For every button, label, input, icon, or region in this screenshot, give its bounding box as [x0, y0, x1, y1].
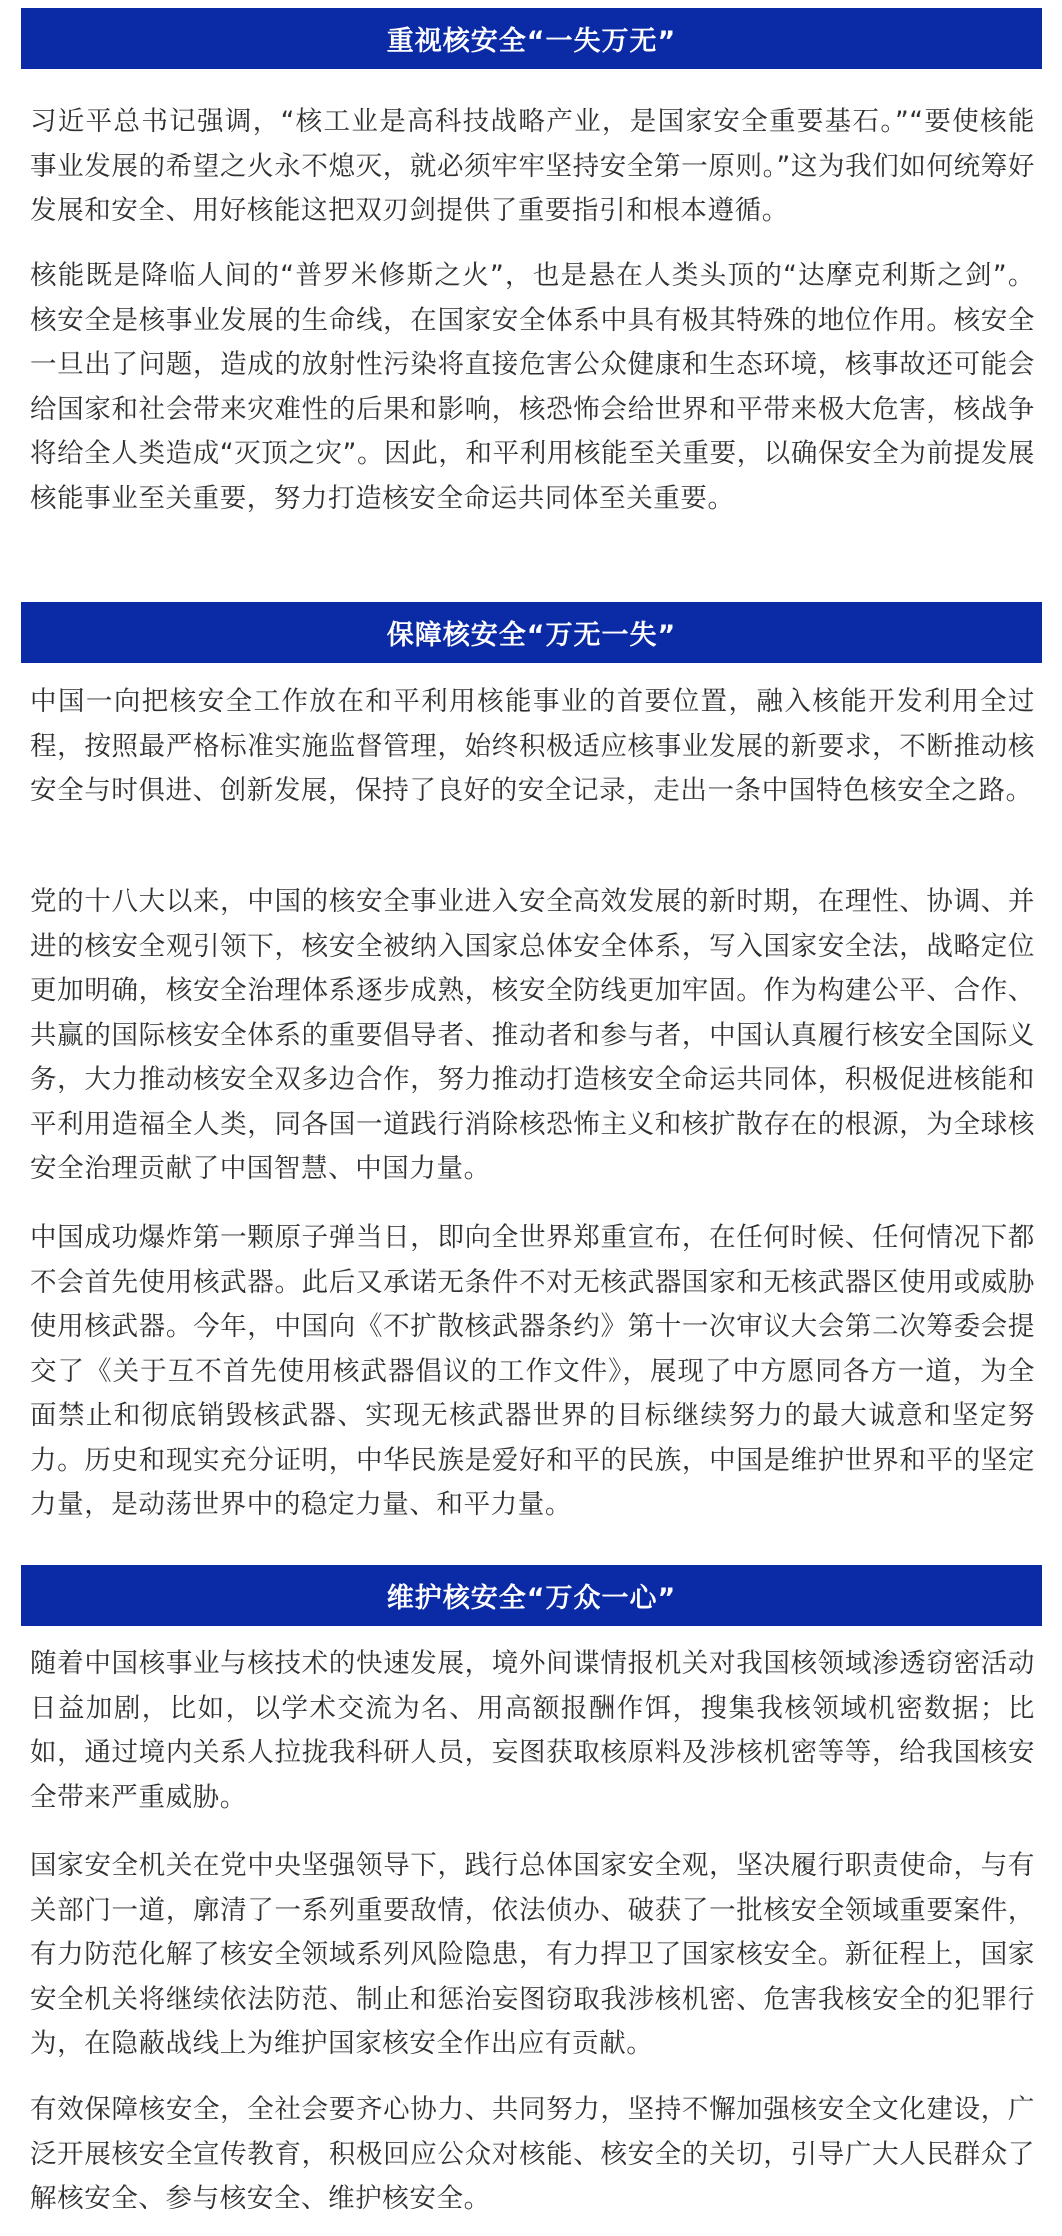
paragraph-1-2: 核能既是降临人间的“普罗米修斯之火”，也是悬在人类头顶的“达摩克利斯之剑”。核安全是核事业发展的生命线，在国家安全体系中具有极其特殊的地位作用。核安全一旦出了问题，造成的放射性污染将直接危害公众健康和生态环境，核事故还可能会给国家和社会带来灾难性的后果和影响，核恐怖会给世界和平带来极大危害，核战争将给全人类造成“灭顶之灾”。因此，和平利用核能至关重要，以确保安全为前提发展核能事业至关重要，努力打造核安全命运共同体至关重要。 — [30, 260, 1035, 514]
paragraph-3-3: 有效保障核安全，全社会要齐心协力、共同努力，坚持不懈加强核安全文化建设，广泛开展核安全宣传教育，积极回应公众对核能、核安全的关切，引导广大人民群众了解核安全、参与核安全、维护核安全。 — [30, 2094, 1035, 2214]
section-heading-1: 重视核安全“一失万无” — [21, 8, 1042, 69]
paragraph-3-2: 国家安全机关在党中央坚强领导下，践行总体国家安全观，坚决履行职责使命，与有关部门一道，廓清了一系列重要敌情，依法侦办、破获了一批核安全领域重要案件，有力防范化解了核安全领域系列风险隐患，有力捍卫了国家核安全。新征程上，国家安全机关将继续依法防范、制止和惩治妄图窃取我涉核机密、危害我核安全的犯罪行为，在隐蔽战线上为维护国家核安全作出应有贡献。 — [30, 1850, 1035, 2059]
paragraph-2-2: 党的十八大以来，中国的核安全事业进入安全高效发展的新时期，在理性、协调、并进的核安全观引领下，核安全被纳入国家总体安全体系，写入国家安全法，战略定位更加明确，核安全治理体系逐步成熟，核安全防线更加牢固。作为构建公平、合作、共赢的国际核安全体系的重要倡导者、推动者和参与者，中国认真履行核安全国际义务，大力推动核安全双多边合作，努力推动打造核安全命运共同体，积极促进核能和平利用造福全人类，同各国一道践行消除核恐怖主义和核扩散存在的根源，为全球核安全治理贡献了中国智慧、中国力量。 — [30, 886, 1035, 1184]
paragraph-2-1: 中国一向把核安全工作放在和平利用核能事业的首要位置，融入核能开发利用全过程，按照最严格标准实施监督管理，始终积极适应核事业发展的新要求，不断推动核安全与时俱进、创新发展，保持了良好的安全记录，走出一条中国特色核安全之路。 — [30, 686, 1035, 806]
paragraph-1-1: 习近平总书记强调，“核工业是高科技战略产业，是国家安全重要基石。”“要使核能事业发展的希望之火永不熄灭，就必须牢牢坚持安全第一原则。”这为我们如何统筹好发展和安全、用好核能这把双刃剑提供了重要指引和根本遵循。 — [30, 106, 1035, 226]
paragraph-3-1: 随着中国核事业与核技术的快速发展，境外间谍情报机关对我国核领域渗透窃密活动日益加剧，比如，以学术交流为名、用高额报酬作饵，搜集我核领域机密数据；比如，通过境内关系人拉拢我科研人员，妄图获取核原料及涉核机密等等，给我国核安全带来严重威胁。 — [30, 1648, 1035, 1813]
section-heading-3: 维护核安全“万众一心” — [21, 1565, 1042, 1626]
paragraph-2-3: 中国成功爆炸第一颗原子弹当日，即向全世界郑重宣布，在任何时候、任何情况下都不会首先使用核武器。此后又承诺无条件不对无核武器国家和无核武器区使用或威胁使用核武器。今年，中国向《不扩散核武器条约》第十一次审议大会第二次筹委会提交了《关于互不首先使用核武器倡议的工作文件》，展现了中方愿同各方一道，为全面禁止和彻底销毁核武器、实现无核武器世界的目标继续努力的最大诚意和坚定努力。历史和现实充分证明，中华民族是爱好和平的民族，中国是维护世界和平的坚定力量，是动荡世界中的稳定力量、和平力量。 — [30, 1222, 1035, 1520]
section-heading-2: 保障核安全“万无一失” — [21, 602, 1042, 663]
